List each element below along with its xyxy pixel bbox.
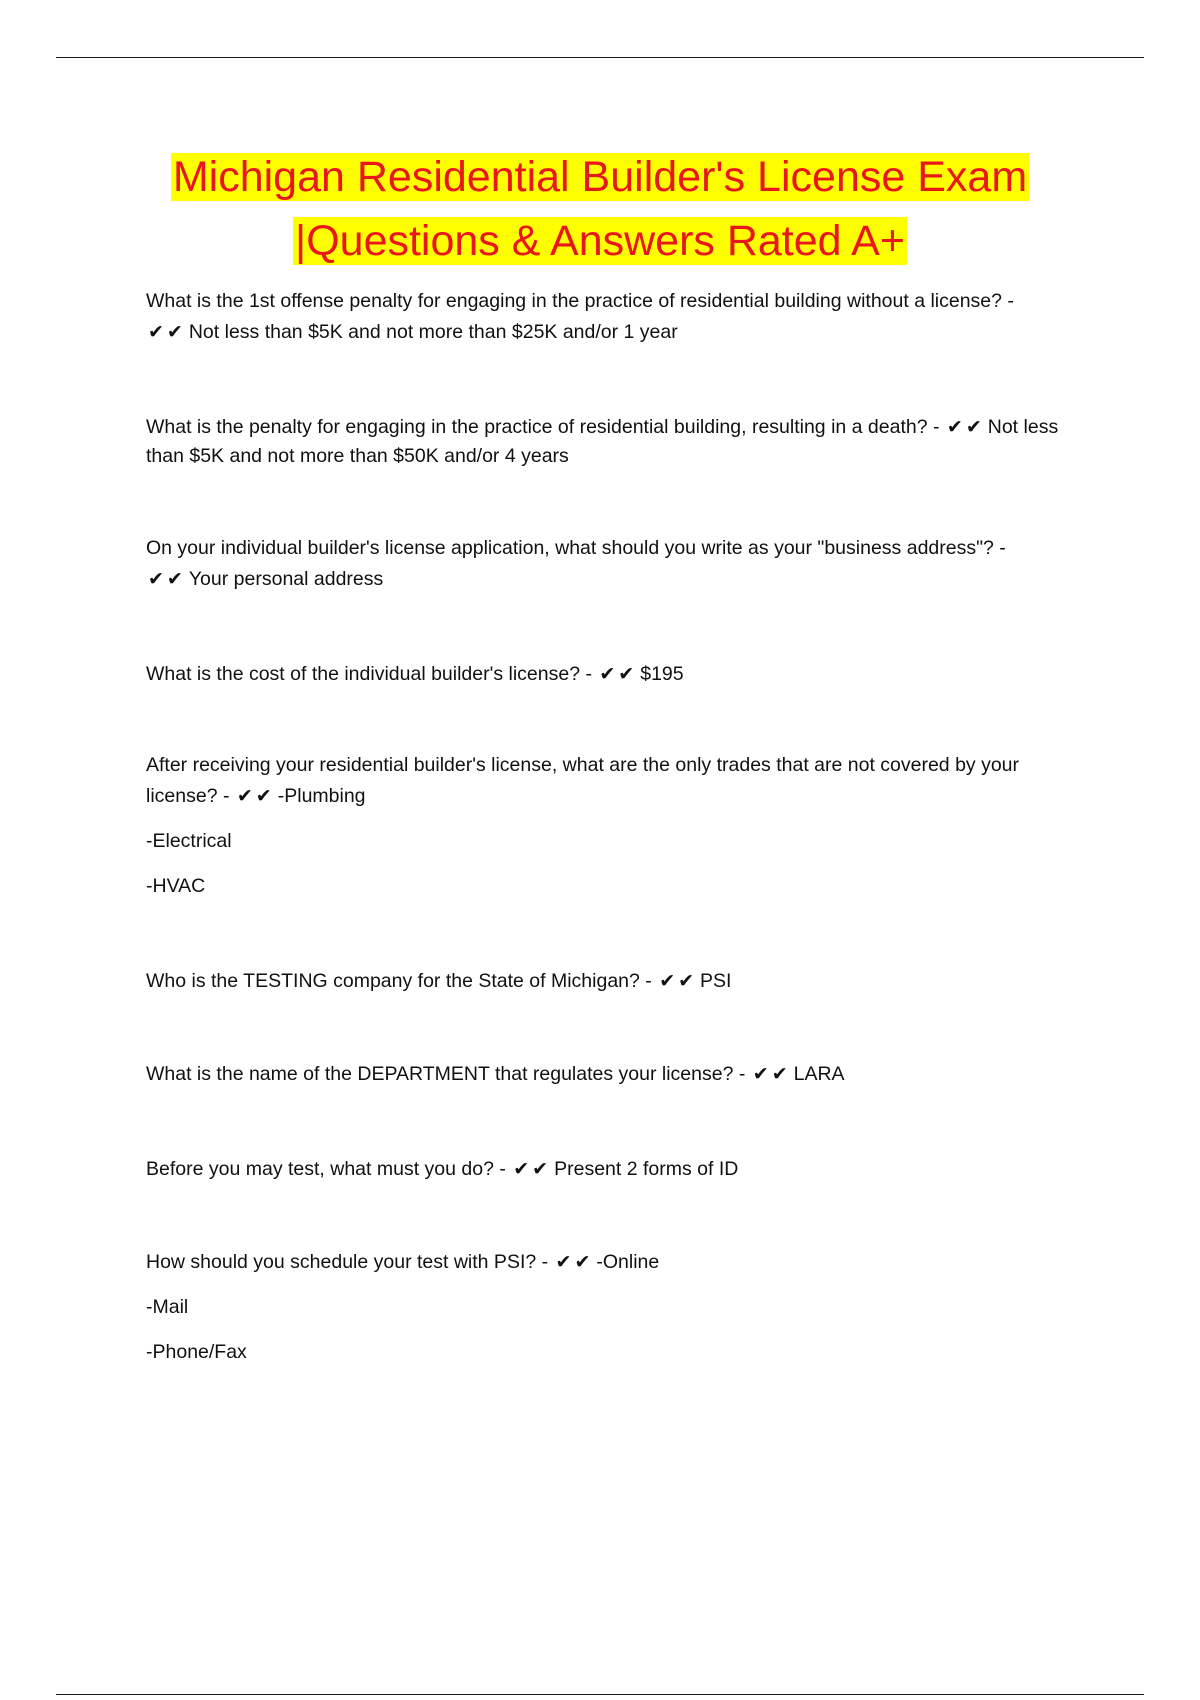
question-text: After receiving your residential builder's license, what are the only trades that are not covered by your license? -	[146, 754, 1020, 807]
answer-text: $195	[640, 663, 684, 685]
answer-text: Not less than $5K and not more than $25K and/or 1 year	[188, 321, 678, 343]
answer-text: LARA	[793, 1063, 845, 1085]
question-text: How should you schedule your test with PSI? -	[146, 1251, 549, 1273]
answer-list-item: -HVAC	[146, 875, 206, 897]
double-check-icon: ✔✔	[752, 1063, 791, 1085]
question-text: What is the cost of the individual builder's license? -	[146, 663, 592, 685]
question-text: Who is the TESTING company for the State of Michigan? -	[146, 970, 652, 992]
question-text: On your individual builder's license application, what should you write as your "business address"? -	[146, 537, 1006, 559]
title-line-1: Michigan Residential Builder's License Exam	[172, 153, 1028, 201]
answer-text: -Online	[596, 1251, 660, 1273]
question-text: What is the 1st offense penalty for engaging in the practice of residential building without a license? -	[146, 290, 1014, 312]
answer-text: Not less than $5K and not more than $50K and/or 4 years	[146, 416, 1059, 467]
answer-list-item: -Mail	[146, 1296, 189, 1318]
double-check-icon: ✔✔	[513, 1158, 552, 1180]
question-text: What is the penalty for engaging in the practice of residential building, resulting in a death? -	[146, 416, 940, 438]
top-rule	[56, 57, 1144, 58]
document-title	[0, 145, 1200, 273]
double-check-icon: ✔✔	[148, 321, 186, 343]
qa-item-5	[146, 750, 1086, 902]
qa-item-7	[146, 1059, 1086, 1090]
answer-text: -Plumbing	[277, 785, 366, 807]
double-check-icon: ✔✔	[148, 568, 186, 590]
qa-item-2	[146, 413, 1086, 471]
answer-list-item: -Electrical	[146, 830, 232, 852]
qa-item-3	[146, 533, 1086, 595]
question-text: Before you may test, what must you do? -	[146, 1158, 506, 1180]
qa-item-9	[146, 1247, 1086, 1368]
answer-text: Your personal address	[188, 568, 384, 590]
double-check-icon: ✔✔	[236, 785, 275, 807]
qa-item-6	[146, 966, 1086, 997]
double-check-icon: ✔✔	[555, 1251, 594, 1273]
qa-item-8	[146, 1154, 1086, 1185]
double-check-icon: ✔✔	[946, 416, 985, 438]
title-line-2: |Questions & Answers Rated A+	[295, 217, 905, 265]
double-check-icon: ✔✔	[659, 970, 698, 992]
bottom-rule	[56, 1694, 1144, 1695]
double-check-icon: ✔✔	[599, 663, 638, 685]
question-text: What is the name of the DEPARTMENT that regulates your license? -	[146, 1063, 746, 1085]
answer-list-item: -Phone/Fax	[146, 1341, 247, 1363]
answer-text: PSI	[700, 970, 732, 992]
answer-text: Present 2 forms of ID	[554, 1158, 739, 1180]
qa-item-4	[146, 659, 1086, 690]
qa-item-1	[146, 286, 1086, 348]
